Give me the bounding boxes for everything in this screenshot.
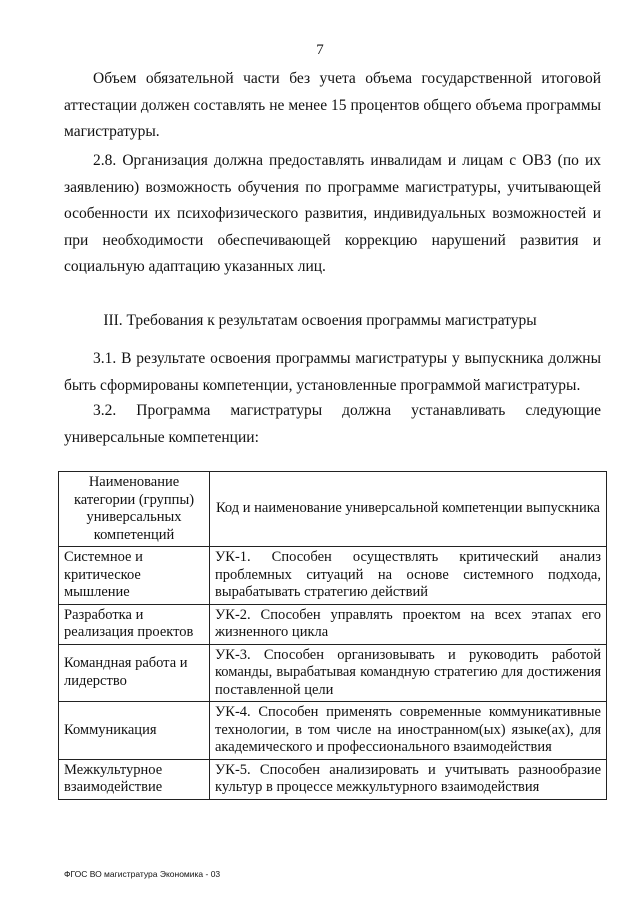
paragraph-ogp-share: [64, 66, 601, 146]
table-row: [59, 702, 607, 760]
paragraph-text: 2.8. Организация должна предоставлять инвалидам и лицам с ОВЗ (по их заявлению) возможность обучения по программе магистратуры, учитывающей особенности их психофизического развития, индивидуальных возможностей и при необходимости обеспечивающей коррекцию нарушений развития и социальную адаптацию указанных лиц.: [64, 152, 601, 275]
category-cell: Коммуникация: [59, 702, 210, 760]
category-cell: Межкультурное взаимодействие: [59, 759, 210, 799]
paragraph-2-8: [64, 148, 601, 281]
footer-note: ФГОС ВО магистратура Экономика - 03: [64, 869, 221, 879]
competence-cell: УК-2. Способен управлять проектом на всех этапах его жизненного цикла: [210, 604, 607, 644]
paragraph-text: 3.2. Программа магистратуры должна устанавливать следующие универсальные компетенции:: [64, 402, 601, 446]
category-cell: Разработка и реализация проектов: [59, 604, 210, 644]
competence-cell: УК-4. Способен применять современные коммуникативные технологии, в том числе на иностранном(ых) языке(ах), для академического и профессионального взаимодействия: [210, 702, 607, 760]
paragraph-3-2: [64, 398, 601, 451]
competences-table: [58, 471, 607, 800]
table-header-row: [59, 472, 607, 547]
table-row: [59, 547, 607, 605]
paragraph-3-1: [64, 346, 601, 399]
header-category: Наименование категории (группы) универсальных компетенций: [59, 472, 210, 547]
section-heading: III. Требования к результатам освоения программы магистратуры: [103, 312, 537, 329]
category-cell: Системное и критическое мышление: [59, 547, 210, 605]
table-row: [59, 604, 607, 644]
category-cell: Командная работа и лидерство: [59, 644, 210, 702]
competence-cell: УК-1. Способен осуществлять критический анализ проблемных ситуаций на основе системного подхода, вырабатывать стратегию действий: [210, 547, 607, 605]
table-row: [59, 644, 607, 702]
paragraph-text: 3.1. В результате освоения программы магистратуры у выпускника должны быть сформированы компетенции, установленные программой магистратуры.: [64, 350, 601, 394]
paragraph-text: Объем обязательной части без учета объема государственной итоговой аттестации должен составлять не менее 15 процентов общего объема программы магистратуры.: [64, 70, 601, 140]
competence-cell: УК-3. Способен организовывать и руководить работой команды, вырабатывая командную стратегию для достижения поставленной цели: [210, 644, 607, 702]
competence-cell: УК-5. Способен анализировать и учитывать разнообразие культур в процессе межкультурного взаимодействия: [210, 759, 607, 799]
header-competence: Код и наименование универсальной компетенции выпускника: [210, 472, 607, 547]
page-number: 7: [316, 42, 324, 58]
table-row: [59, 759, 607, 799]
